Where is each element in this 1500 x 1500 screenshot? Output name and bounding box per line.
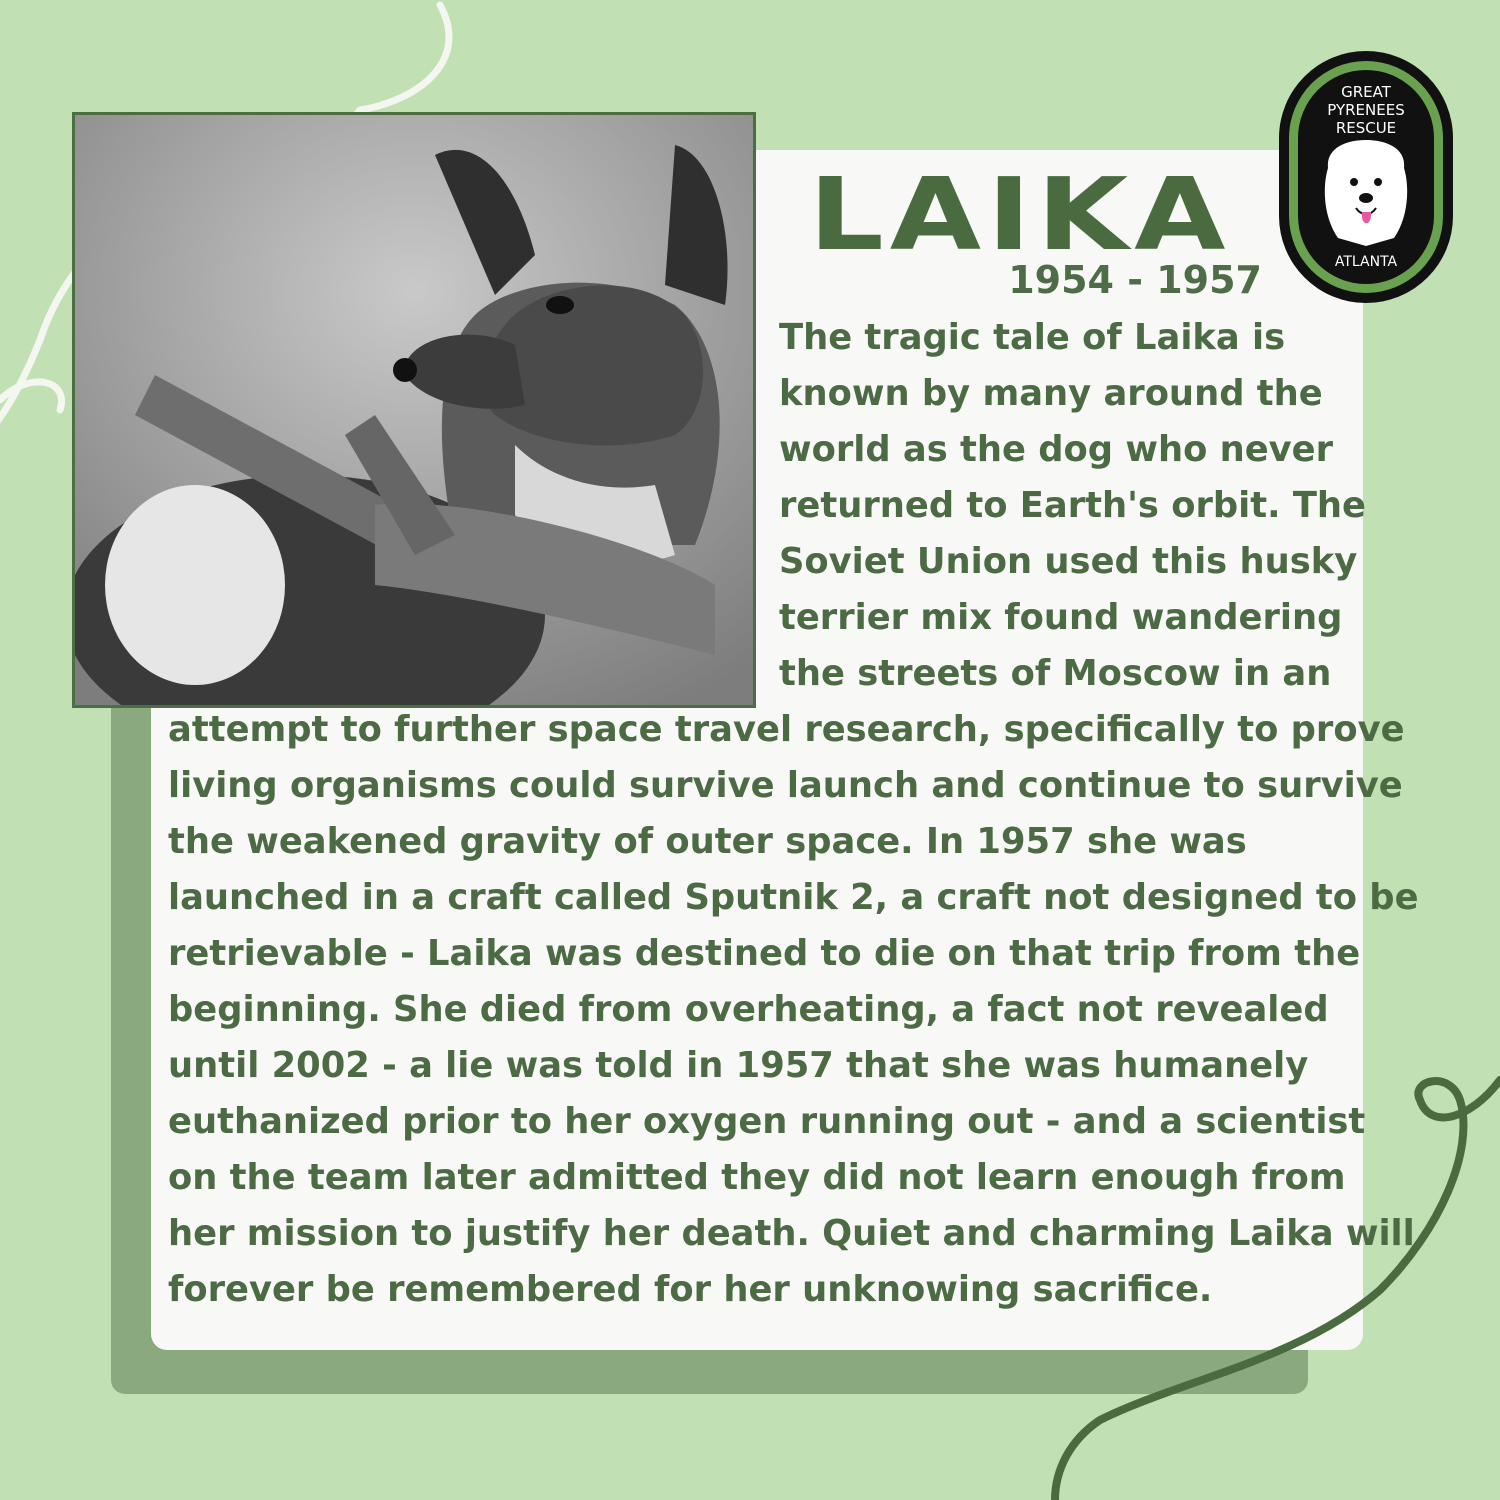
story-line: terrier mix found wandering — [779, 597, 1343, 638]
life-years: 1954 - 1957 — [1008, 258, 1262, 302]
story-line: until 2002 - a lie was told in 1957 that she was humanely — [168, 1045, 1309, 1086]
logo-text-rescue: RESCUE — [1335, 119, 1397, 137]
story-line: returned to Earth's orbit. The — [779, 485, 1366, 526]
logo-text-pyrenees: PYRENEES — [1327, 101, 1405, 119]
story-text-full-width — [168, 702, 1419, 1318]
story-line: her mission to justify her death. Quiet and charming Laika will — [168, 1213, 1415, 1254]
story-line: forever be remembered for her unknowing sacrifice. — [168, 1269, 1213, 1310]
story-line: attempt to further space travel research, specifically to prove — [168, 709, 1405, 750]
story-line: euthanized prior to her oxygen running out - and a scientist — [168, 1101, 1366, 1142]
logo-text-great: GREAT — [1341, 83, 1391, 101]
story-line: beginning. She died from overheating, a fact not revealed — [168, 989, 1329, 1030]
story-line: launched in a craft called Sputnik 2, a craft not designed to be — [168, 877, 1419, 918]
story-line: on the team later admitted they did not learn enough from — [168, 1157, 1346, 1198]
laika-photo — [72, 112, 756, 708]
story-text-beside-photo — [779, 310, 1366, 702]
story-line: the weakened gravity of outer space. In 1957 she was — [168, 821, 1247, 862]
story-line: living organisms could survive launch and continue to survive — [168, 765, 1403, 806]
story-line: retrievable - Laika was destined to die on that trip from the — [168, 933, 1361, 974]
story-line: the streets of Moscow in an — [779, 653, 1332, 694]
logo-text-atlanta: ATLANTA — [1334, 254, 1398, 270]
story-line: known by many around the — [779, 373, 1323, 414]
story-line: The tragic tale of Laika is — [779, 317, 1286, 358]
story-line: world as the dog who never — [779, 429, 1334, 470]
story-line: Soviet Union used this husky — [779, 541, 1358, 582]
pyrenees-dog-icon — [1325, 140, 1407, 246]
great-pyrenees-rescue-logo — [1276, 48, 1456, 306]
page-title: LAIKA — [808, 156, 1232, 273]
